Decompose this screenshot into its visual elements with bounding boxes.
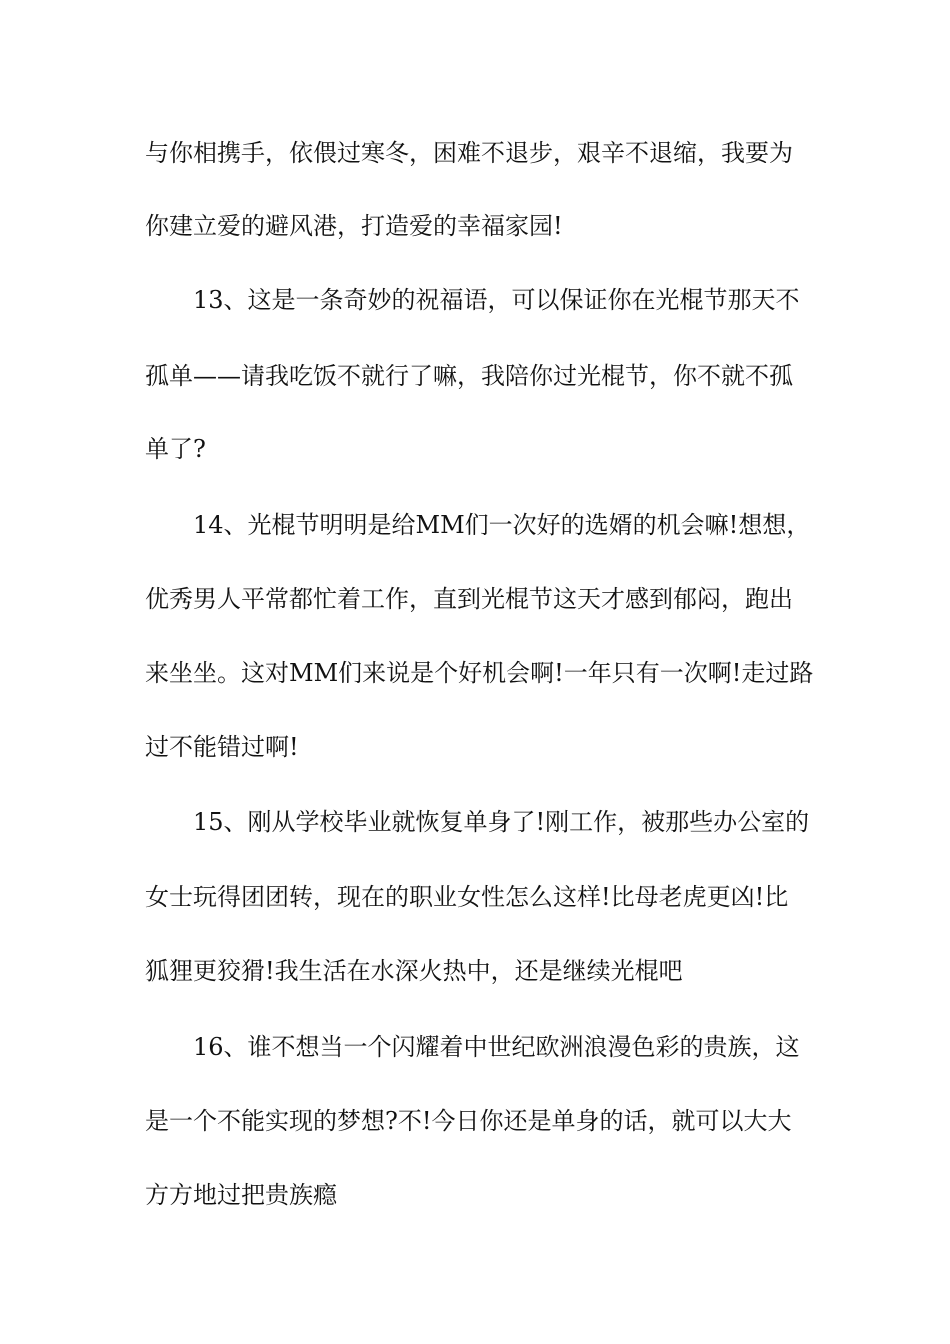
text-line: 是一个不能实现的梦想?不!今日你还是单身的话，就可以大大 (145, 1107, 792, 1135)
text-line: 你建立爱的避风港，打造爱的幸福家园! (145, 212, 563, 240)
text-line: 过不能错过啊! (145, 733, 299, 761)
text-line: 来坐坐。这对MM们来说是个好机会啊!一年只有一次啊!走过路 (145, 659, 814, 687)
text-line: 方方地过把贵族瘾 (145, 1181, 337, 1209)
paragraph-15-start: 15、刚从学校毕业就恢复单身了!刚工作，被那些办公室的 (193, 808, 810, 836)
text-line: 与你相携手，依偎过寒冬，困难不退步，艰辛不退缩，我要为 (145, 139, 793, 167)
paragraph-13-start: 13、这是一条奇妙的祝福语，可以保证你在光棍节那天不 (193, 286, 800, 314)
text-line: 女士玩得团团转，现在的职业女性怎么这样!比母老虎更凶!比 (145, 883, 789, 911)
text-line: 单了? (145, 435, 206, 463)
text-line: 孤单——请我吃饭不就行了嘛，我陪你过光棍节，你不就不孤 (145, 362, 793, 390)
paragraph-14-start: 14、光棍节明明是给MM们一次好的选婿的机会嘛!想想， (193, 511, 811, 539)
paragraph-16-start: 16、谁不想当一个闪耀着中世纪欧洲浪漫色彩的贵族，这 (193, 1033, 800, 1061)
text-line: 优秀男人平常都忙着工作，直到光棍节这天才感到郁闷，跑出 (145, 585, 793, 613)
text-line: 狐狸更狡猾!我生活在水深火热中，还是继续光棍吧 (145, 957, 683, 985)
